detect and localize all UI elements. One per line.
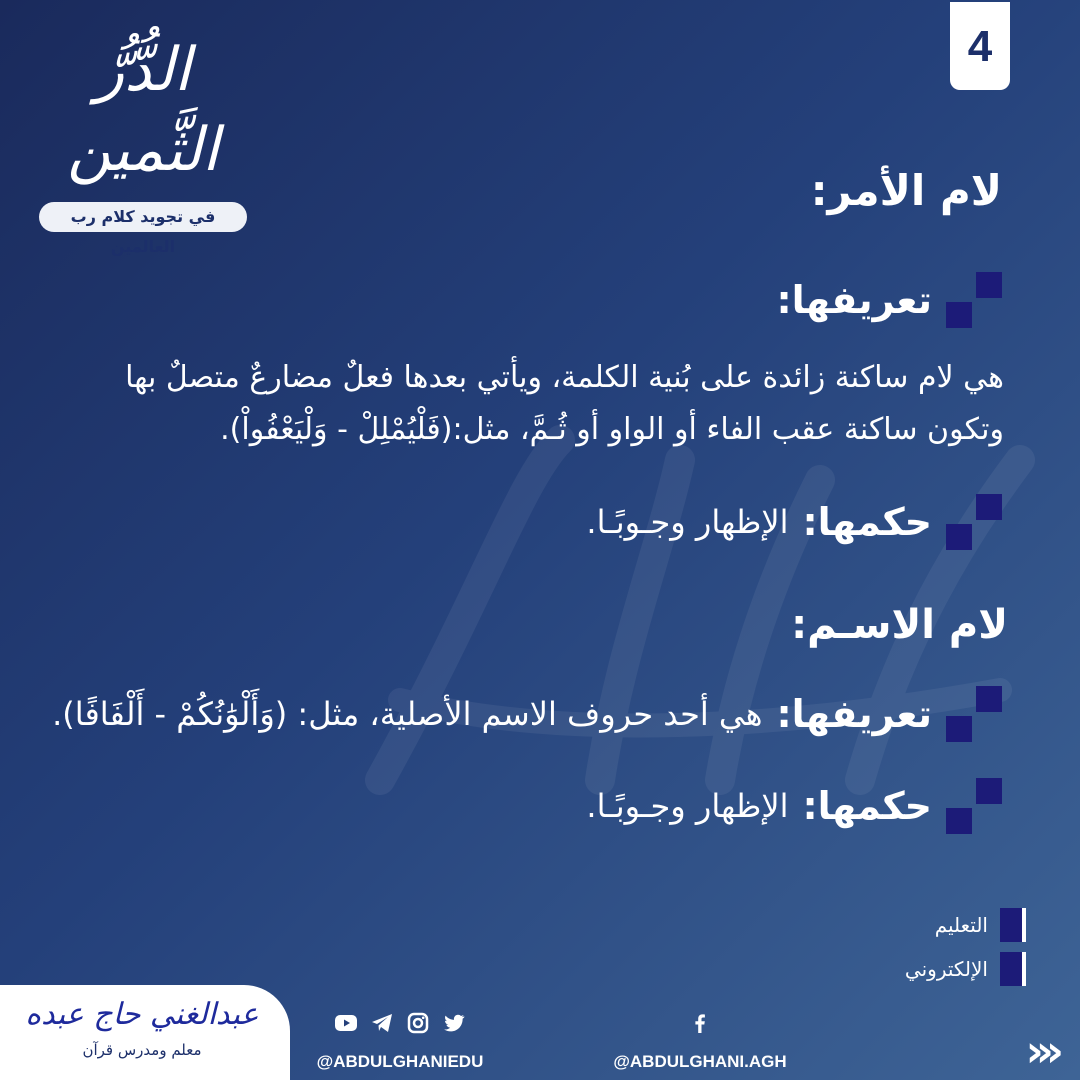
definition-row-2 <box>52 686 1002 742</box>
logo-subtitle: في تجويد كلام رب العالمين <box>39 202 247 232</box>
social-handle-left[interactable]: @ABDULGHANIEDU <box>316 1052 484 1071</box>
definition-row-1 <box>776 272 1002 328</box>
facebook-icon[interactable] <box>688 1011 712 1035</box>
telegram-icon[interactable] <box>370 1011 394 1035</box>
social-group-left <box>310 1008 490 1072</box>
next-arrows-icon[interactable]: ››› <box>1025 1026 1056 1077</box>
youtube-icon[interactable] <box>334 1011 358 1035</box>
brand-logo <box>28 30 258 256</box>
social-group-right <box>600 1008 800 1072</box>
definition-text: هي لام ساكنة زائدة على بُنية الكلمة، ويأتي بعدها فعلٌ مضارعٌ متصلٌ بها وتكون ساكنة عقب الفاء أو الواو أو ثُـمَّ، مثل:(فَلْيُمْلِلْ - وَلْيَعْفُواْ). <box>125 360 1004 447</box>
ruling-text: الإظهار وجـوبًـا. <box>586 503 789 541</box>
square-marker-icon <box>946 686 1002 742</box>
section-heading-lam-ism: لام الاسـم: <box>791 602 1008 648</box>
author-name: عبدالغني حاج عبده <box>25 997 259 1032</box>
social-handle-right[interactable]: @ABDULGHANI.AGH <box>613 1052 787 1071</box>
instagram-icon[interactable] <box>406 1011 430 1035</box>
author-role: معلم ومدرس قرآن <box>82 1041 202 1059</box>
ruling-row-2 <box>586 778 1002 834</box>
bar-icon <box>1000 952 1026 986</box>
e-learning-line-2: الإلكتروني <box>904 957 988 981</box>
definition-label: تعريفها: <box>776 278 932 322</box>
e-learning-line-1: التعليم <box>934 913 988 937</box>
ruling-text: الإظهار وجـوبًـا. <box>586 787 789 825</box>
bar-icon <box>1000 908 1026 942</box>
square-marker-icon <box>946 778 1002 834</box>
twitter-icon[interactable] <box>442 1011 466 1035</box>
ruling-label: حكمها: <box>802 784 932 828</box>
section-heading-lam-amr: لام الأمر: <box>810 166 1002 215</box>
definition-text: هي أحد حروف الاسم الأصلية، مثل: (وَأَلْوَٰنُكُمْ - أَلْفَافًا). <box>52 695 763 733</box>
square-marker-icon <box>946 272 1002 328</box>
logo-title: الدُّرُّ الثَّمين <box>67 35 219 185</box>
e-learning-label <box>905 903 1026 991</box>
author-signature <box>0 985 290 1080</box>
definition-label: تعريفها: <box>776 692 932 736</box>
page-number-badge: 4 <box>950 2 1010 90</box>
square-marker-icon <box>946 494 1002 550</box>
ruling-row-1 <box>586 494 1002 550</box>
ruling-label: حكمها: <box>802 500 932 544</box>
